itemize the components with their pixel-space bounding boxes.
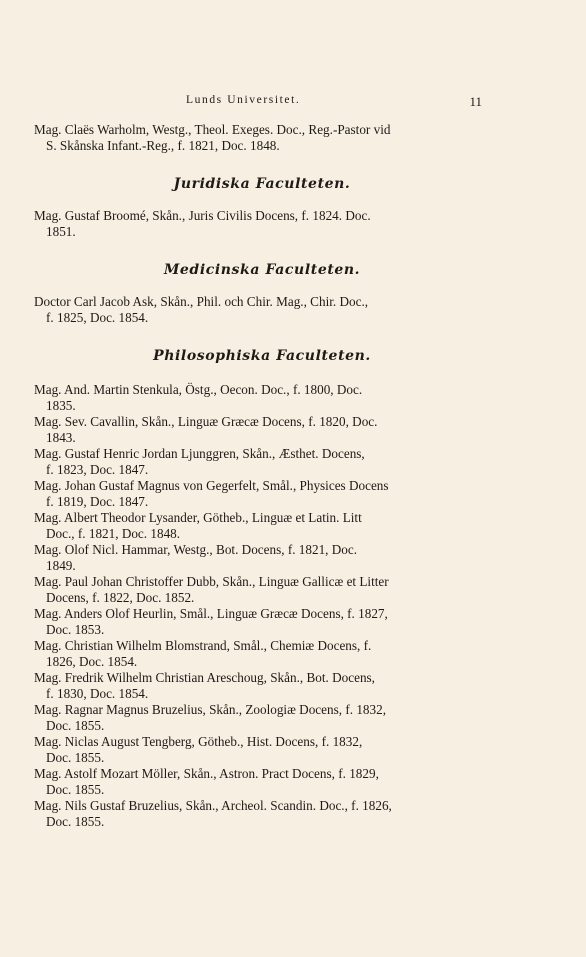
entry-line: Mag. Gustaf Henric Jordan Ljunggren, Skån., Æsthet. Docens, [34,446,365,461]
entry-line: Doc. 1853. [46,622,105,637]
entry-philosophiska [34,542,490,574]
entry-line: f. 1819, Doc. 1847. [46,494,149,509]
entry-line: Mag. And. Martin Stenkula, Östg., Oecon. Doc., f. 1800, Doc. [34,382,363,397]
entry-line: Doctor Carl Jacob Ask, Skån., Phil. och Chir. Mag., Chir. Doc., [34,294,369,309]
entry-line: Mag. Gustaf Broomé, Skån., Juris Civilis Docens, f. 1824. Doc. [34,208,371,223]
entry-line: 1851. [46,224,76,239]
entry-line: 1849. [46,558,76,573]
entry-line: Mag. Olof Nicl. Hammar, Westg., Bot. Docens, f. 1821, Doc. [34,542,358,557]
entry-philosophiska [34,510,490,542]
entry-line: f. 1825, Doc. 1854. [46,310,149,325]
entry-philosophiska [34,446,490,478]
entry-line: Doc. 1855. [46,750,105,765]
entry-line: Mag. Anders Olof Heurlin, Smål., Linguæ Græcæ Docens, f. 1827, [34,606,388,621]
entry-line: Mag. Niclas August Tengberg, Götheb., Hist. Docens, f. 1832, [34,734,363,749]
entry-line: Mag. Astolf Mozart Möller, Skån., Astron. Pract Docens, f. 1829, [34,766,379,781]
entry-line: Mag. Christian Wilhelm Blomstrand, Smål., Chemiæ Docens, f. [34,638,372,653]
entry-philosophiska [34,766,490,798]
entry-line: f. 1830, Doc. 1854. [46,686,149,701]
page-number: 11 [469,94,482,109]
entry-line: Mag. Paul Johan Christoffer Dubb, Skån., Linguæ Gallicæ et Litter [34,574,389,589]
entry-theology [34,122,490,154]
entry-philosophiska [34,670,490,702]
entry-line: Doc. 1855. [46,782,105,797]
entry-philosophiska [34,574,490,606]
entry-line: Mag. Sev. Cavallin, Skån., Linguæ Græcæ Docens, f. 1820, Doc. [34,414,378,429]
entry-line: Mag. Albert Theodor Lysander, Götheb., Linguæ et Latin. Litt [34,510,362,525]
entry-line: f. 1823, Doc. 1847. [46,462,149,477]
entry-line: 1843. [46,430,76,445]
entry-philosophiska [34,606,490,638]
entry-line: Doc. 1855. [46,718,105,733]
entry-line: Doc., f. 1821, Doc. 1848. [46,526,181,541]
entry-line: 1835. [46,398,76,413]
entry-line: Mag. Nils Gustaf Bruzelius, Skån., Archeol. Scandin. Doc., f. 1826, [34,798,392,813]
section-heading-juridiska: Juridiska Faculteten. [173,176,351,192]
entry-medicinska [34,294,490,326]
entries-philosophiska [34,382,490,830]
entry-line: Mag. Johan Gustaf Magnus von Gegerfelt, Smål., Physices Docens [34,478,389,493]
section-heading-medicinska: Medicinska Faculteten. [163,262,361,278]
entry-juridiska [34,208,490,240]
entry-philosophiska [34,414,490,446]
page-content [34,122,490,830]
entry-philosophiska [34,734,490,766]
section-heading-philosophiska: Philosophiska Faculteten. [153,348,371,364]
entry-line: Mag. Fredrik Wilhelm Christian Areschoug, Skån., Bot. Docens, [34,670,375,685]
entry-line: Mag. Claës Warholm, Westg., Theol. Exeges. Doc., Reg.-Pastor vid [34,122,391,137]
running-head [0,94,586,110]
entry-line: Doc. 1855. [46,814,105,829]
entry-line: S. Skånska Infant.-Reg., f. 1821, Doc. 1848. [46,138,280,153]
entry-philosophiska [34,382,490,414]
entry-philosophiska [34,798,490,830]
entry-philosophiska [34,638,490,670]
entry-line: 1826, Doc. 1854. [46,654,138,669]
running-head-title: Lunds Universitet. [186,94,301,106]
entry-line: Mag. Ragnar Magnus Bruzelius, Skån., Zoologiæ Docens, f. 1832, [34,702,386,717]
entry-philosophiska [34,478,490,510]
entry-philosophiska [34,702,490,734]
entry-line: Docens, f. 1822, Doc. 1852. [46,590,195,605]
